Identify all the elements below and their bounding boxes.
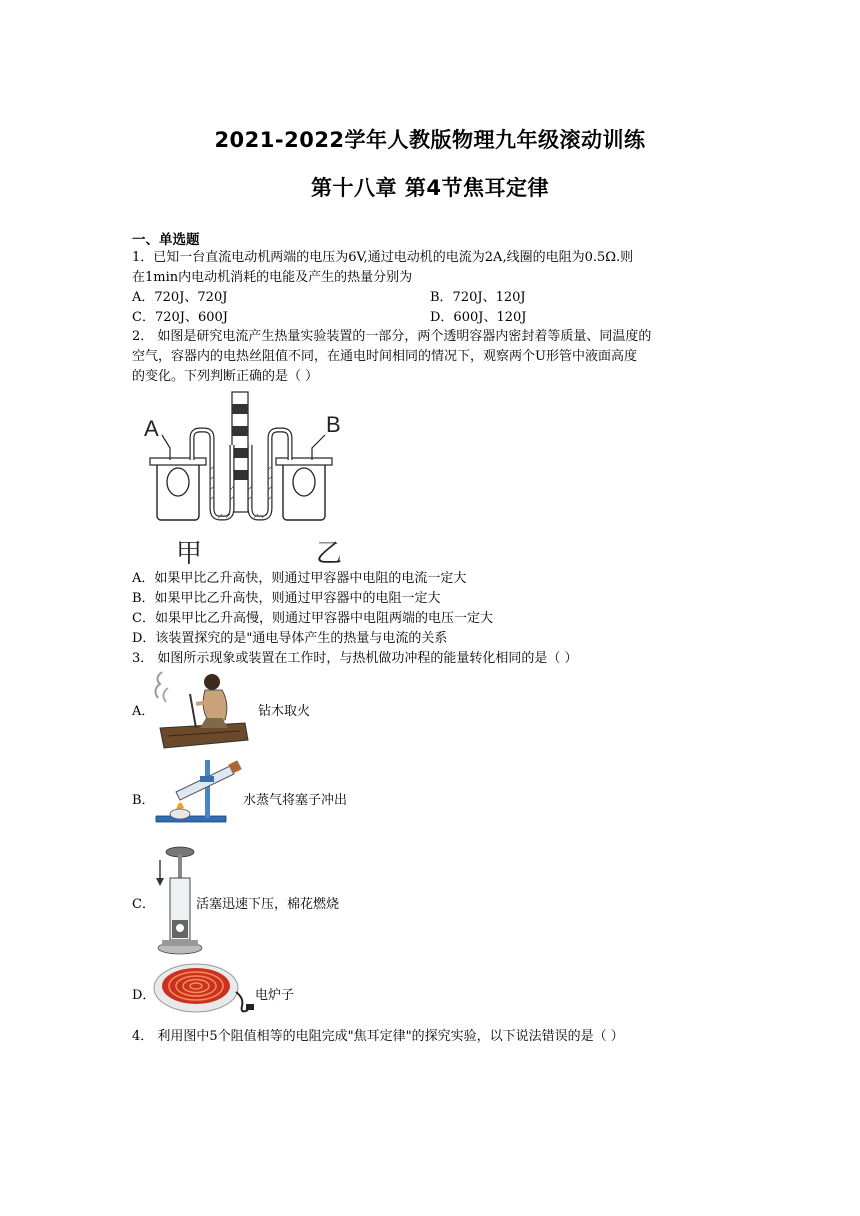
- man-drilling-wood-icon: [150, 668, 250, 756]
- chapter-subtitle: 第十八章 第4节焦耳定律: [311, 176, 549, 200]
- q1-option-c: C．720J、600J: [132, 310, 228, 325]
- document-title: 2021-2022学年人教版物理九年级滚动训练: [214, 128, 646, 152]
- container-yi: [283, 460, 325, 520]
- q4-stem: 4． 利用图中5个阻值相等的电阻完成"焦耳定律"的探究实验，以下说法错误的是（ ）: [132, 1029, 624, 1044]
- q3-option-b-letter: B．: [132, 793, 155, 808]
- q1-option-a: A．720J、720J: [132, 290, 228, 305]
- q3-option-c-caption: 活塞迅速下压，棉花燃烧: [196, 897, 340, 912]
- lid-yi: [276, 458, 332, 465]
- q3-option-a-letter: A．: [132, 704, 155, 719]
- q1-option-b: B．720J、120J: [430, 290, 526, 305]
- q3-option-c-letter: C．: [132, 897, 155, 912]
- section-heading: 一、单选题: [132, 232, 200, 248]
- electric-stove-icon: [152, 962, 260, 1018]
- q3-option-d-caption: 电炉子: [255, 988, 295, 1003]
- resistor-coil-jia: [167, 468, 189, 496]
- q2-option-d: D．该装置探究的是"通电导体产生的热量与电流的关系: [132, 631, 448, 646]
- q3-option-a-caption: 钻木取火: [258, 704, 311, 719]
- test-tube-heating-icon: [150, 752, 250, 824]
- container-jia: [157, 460, 199, 520]
- label-jia: 甲: [176, 539, 203, 569]
- q1-stem-line1: 1．已知一台直流电动机两端的电压为6V,通过电动机的电流为2A,线圈的电阻为0.5Ω.则: [132, 250, 634, 265]
- q1-option-d: D．600J、120J: [430, 310, 527, 325]
- label-yi: 乙: [316, 539, 343, 569]
- q2-stem-line3: 的变化。下列判断正确的是（ ）: [132, 369, 319, 384]
- q2-option-c: C．如果甲比乙升高慢，则通过甲容器中电阻两端的电压一定大: [132, 611, 493, 626]
- u-tube-apparatus-figure: [140, 390, 360, 570]
- q2-stem-line1: 2． 如图是研究电流产生热量实验装置的一部分，两个透明容器内密封着等质量、同温度的: [132, 329, 652, 344]
- q2-option-b: B．如果甲比乙升高快，则通过甲容器中的电阻一定大: [132, 591, 441, 606]
- q3-stem: 3． 如图所示现象或装置在工作时，与热机做功冲程的能量转化相同的是（ ）: [132, 651, 578, 666]
- q2-option-a: A．如果甲比乙升高快，则通过甲容器中电阻的电流一定大: [132, 571, 467, 586]
- resistor-coil-yi: [293, 468, 315, 496]
- q3-option-d-letter: D．: [132, 988, 156, 1003]
- q3-option-b-caption: 水蒸气将塞子冲出: [243, 793, 348, 808]
- label-a: A: [144, 416, 159, 441]
- lid-jia: [150, 458, 206, 465]
- q2-stem-line2: 空气，容器内的电热丝阻值不同，在通电时间相同的情况下，观察两个U形管中液面高度: [132, 349, 637, 364]
- label-b: B: [326, 412, 341, 437]
- q1-stem-line2: 在1min内电动机消耗的电能及产生的热量分别为: [132, 270, 413, 285]
